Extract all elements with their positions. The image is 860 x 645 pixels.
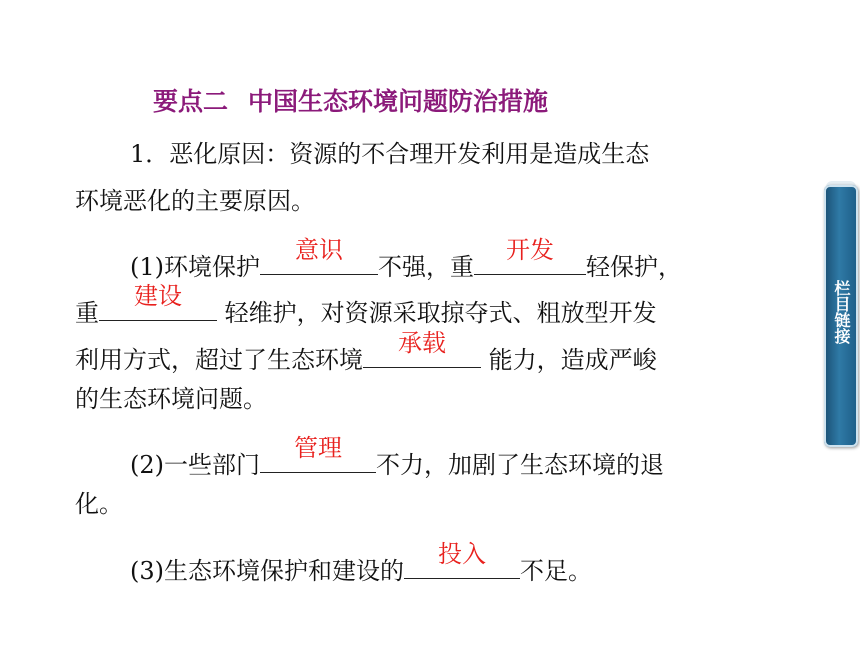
blank-5 bbox=[260, 434, 376, 473]
section-link-label: 栏目链接 bbox=[832, 280, 851, 344]
item1-prefix: (1)环境保护 bbox=[130, 253, 260, 281]
item1-line3 bbox=[75, 329, 657, 374]
item1-line2 bbox=[75, 282, 657, 327]
blank-2 bbox=[474, 236, 586, 275]
answer-3: 建设 bbox=[134, 282, 182, 310]
section1-line2: 环境恶化的主要原因。 bbox=[75, 187, 315, 215]
answer-5: 管理 bbox=[294, 434, 342, 462]
blank-6 bbox=[404, 540, 520, 579]
section1-line1: 1．恶化原因：资源的不合理开发利用是造成生态 bbox=[130, 140, 650, 168]
answer-6: 投入 bbox=[438, 540, 486, 568]
heading-title: 中国生态环境问题防治措施 bbox=[248, 87, 549, 116]
section-link-tab[interactable] bbox=[824, 185, 858, 447]
item3-line1 bbox=[130, 540, 592, 585]
item2-line2: 化。 bbox=[75, 490, 123, 518]
item1-line4: 的生态环境问题。 bbox=[75, 385, 267, 413]
item1-mid2: 轻保护， bbox=[586, 253, 682, 281]
item3-suffix: 不足。 bbox=[520, 557, 592, 585]
item1-line1 bbox=[130, 236, 682, 281]
item1-mid1: 不强，重 bbox=[378, 253, 474, 281]
answer-1: 意识 bbox=[295, 236, 343, 264]
item1-line3-suffix: 能力，造成严峻 bbox=[481, 346, 657, 374]
item2-line1 bbox=[130, 434, 664, 479]
answer-4: 承载 bbox=[398, 329, 446, 357]
blank-3 bbox=[99, 282, 217, 321]
item2-prefix: (2)一些部门 bbox=[130, 451, 260, 479]
section-heading bbox=[153, 82, 548, 118]
item1-line2-prefix: 重 bbox=[75, 299, 99, 327]
heading-label: 要点二 bbox=[153, 87, 229, 116]
blank-4 bbox=[363, 329, 481, 368]
item1-line3-prefix: 利用方式，超过了生态环境 bbox=[75, 346, 363, 374]
answer-2: 开发 bbox=[506, 236, 554, 264]
item1-line2-suffix: 轻维护，对资源采取掠夺式、粗放型开发 bbox=[217, 299, 657, 327]
blank-1 bbox=[260, 236, 378, 275]
item3-prefix: (3)生态环境保护和建设的 bbox=[130, 557, 404, 585]
item2-suffix: 不力，加剧了生态环境的退 bbox=[376, 451, 664, 479]
